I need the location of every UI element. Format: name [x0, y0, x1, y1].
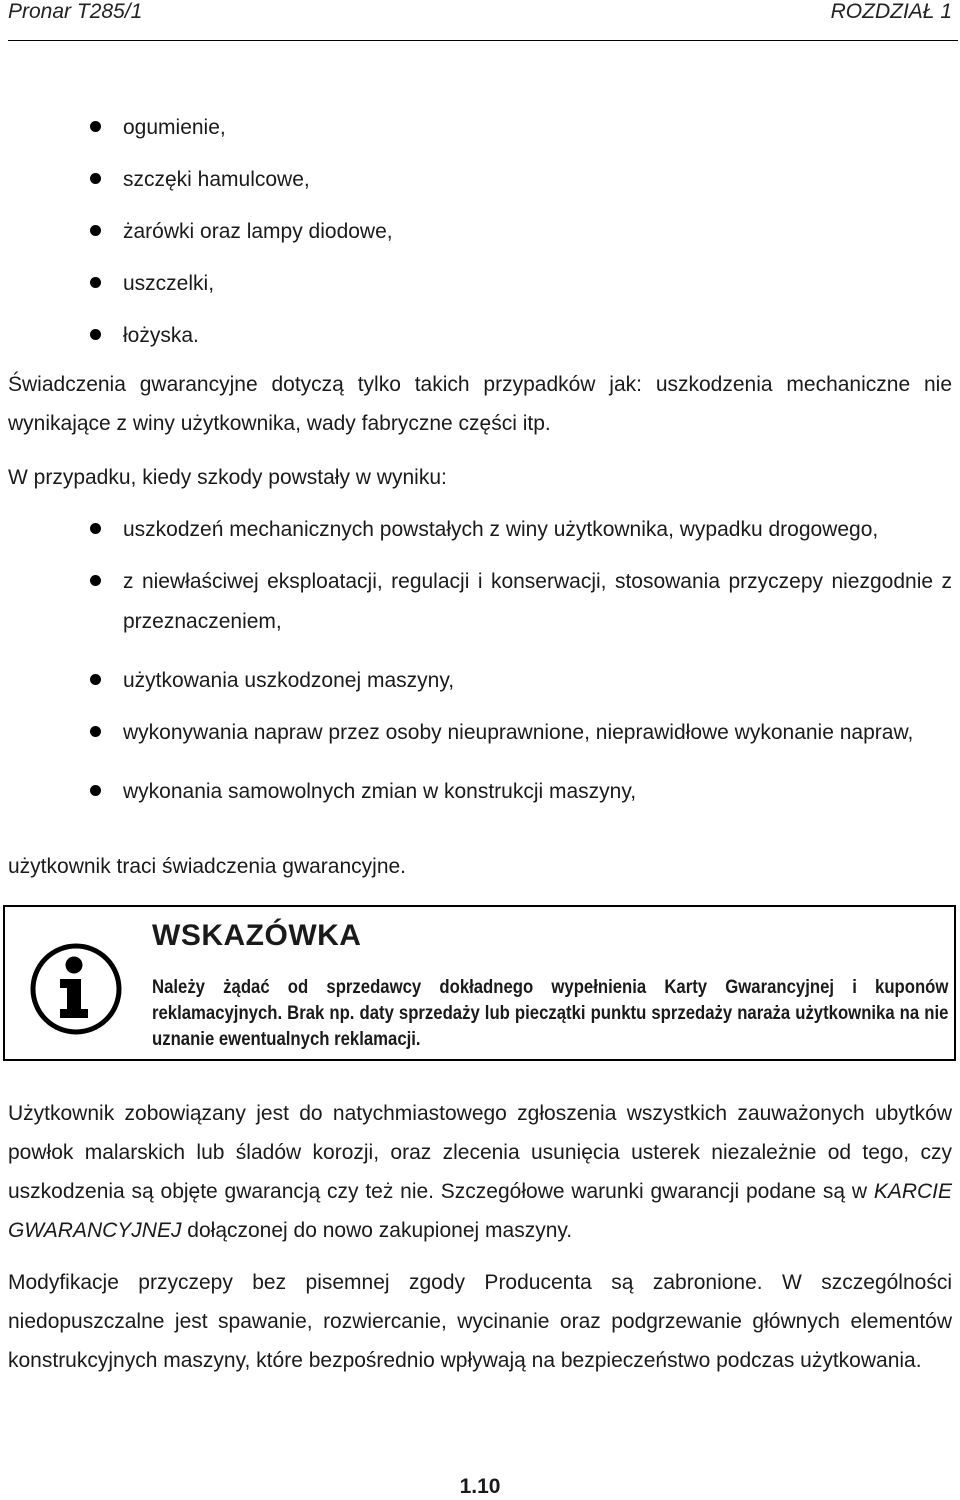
list-item: z niewłaściwej eksploatacji, regulacji i konserwacji, stosowania przyczepy niezgodnie z przeznaczeniem,	[8, 562, 952, 642]
bullet-icon	[90, 329, 101, 340]
warranty-card-emphasis: KARCIE GWARANCYJNEJ	[8, 1180, 952, 1242]
list-item: łożyska.	[8, 323, 952, 349]
bullet-icon	[90, 121, 101, 132]
info-icon	[30, 943, 122, 1035]
warranty-scope-paragraph: Świadczenia gwarancyjne dotyczą tylko takich przypadków jak: uszkodzenia mechaniczne nie wynikające z winy użytkownika, wady fabryczne części itp.	[8, 373, 952, 435]
bullet-icon	[90, 225, 101, 236]
bullet-icon	[90, 785, 101, 796]
damage-cases-intro: W przypadku, kiedy szkody powstały w wyniku:	[8, 466, 447, 489]
list-item: wykonywania napraw przez osoby nieuprawnione, nieprawidłowe wykonanie napraw,	[8, 713, 952, 753]
warranty-loss-paragraph: użytkownik traci świadczenia gwarancyjne.	[8, 855, 407, 878]
bullet-icon	[90, 674, 101, 685]
list-item: uszkodzeń mechanicznych powstałych z winy użytkownika, wypadku drogowego,	[8, 517, 952, 543]
bullet-icon	[90, 277, 101, 288]
list-item: wykonania samowolnych zmian w konstrukcji maszyny,	[8, 779, 952, 805]
excluded-parts-list	[8, 115, 952, 349]
note-title: WSKAZÓWKA	[152, 919, 362, 952]
page-number: 1.10	[459, 1475, 501, 1498]
bullet-icon	[90, 523, 101, 534]
paint-damage-paragraph: Użytkownik zobowiązany jest do natychmiastowego zgłoszenia wszystkich zauważonych ubytków powłok malarskich lub śladów korozji, oraz zlecenia usunięcia usterek niezależnie od tego, czy uszkodzenia są objęte gwarancją czy też nie. Szczegółowe warunki gwarancji podane są w KARCIE GWARANCYJNEJ dołączonej do nowo zakupionej maszyny.	[8, 1102, 952, 1242]
list-item: szczęki hamulcowe,	[8, 167, 952, 193]
warranty-exclusion-list	[8, 517, 952, 805]
note-body: Należy żądać od sprzedawcy dokładnego wypełnienia Karty Gwarancyjnej i kuponów reklamacyjnych. Brak np. daty sprzedaży lub pieczątki punktu sprzedaży naraża użytkownika na nie uznanie ewentualnych reklamacji.	[152, 977, 949, 1050]
header-divider	[8, 40, 958, 41]
header-chapter: ROZDZIAŁ 1	[830, 0, 952, 23]
list-item: uszczelki,	[8, 271, 952, 297]
page-header	[8, 0, 952, 40]
list-item: użytkowania uszkodzonej maszyny,	[8, 668, 952, 694]
bullet-icon	[90, 726, 101, 737]
note-box	[3, 905, 956, 1061]
list-item: ogumienie,	[8, 115, 952, 141]
bullet-icon	[90, 575, 101, 586]
list-item: żarówki oraz lampy diodowe,	[8, 219, 952, 245]
modifications-paragraph: Modyfikacje przyczepy bez pisemnej zgody Producenta są zabronione. W szczególności niedopuszczalne jest spawanie, rozwiercanie, wycinanie oraz podgrzewanie głównych elementów konstrukcyjnych maszyny, które bezpośrednio wpływają na bezpieczeństwo podczas użytkowania.	[8, 1271, 952, 1372]
bullet-icon	[90, 173, 101, 184]
header-document-title: Pronar T285/1	[8, 0, 143, 23]
